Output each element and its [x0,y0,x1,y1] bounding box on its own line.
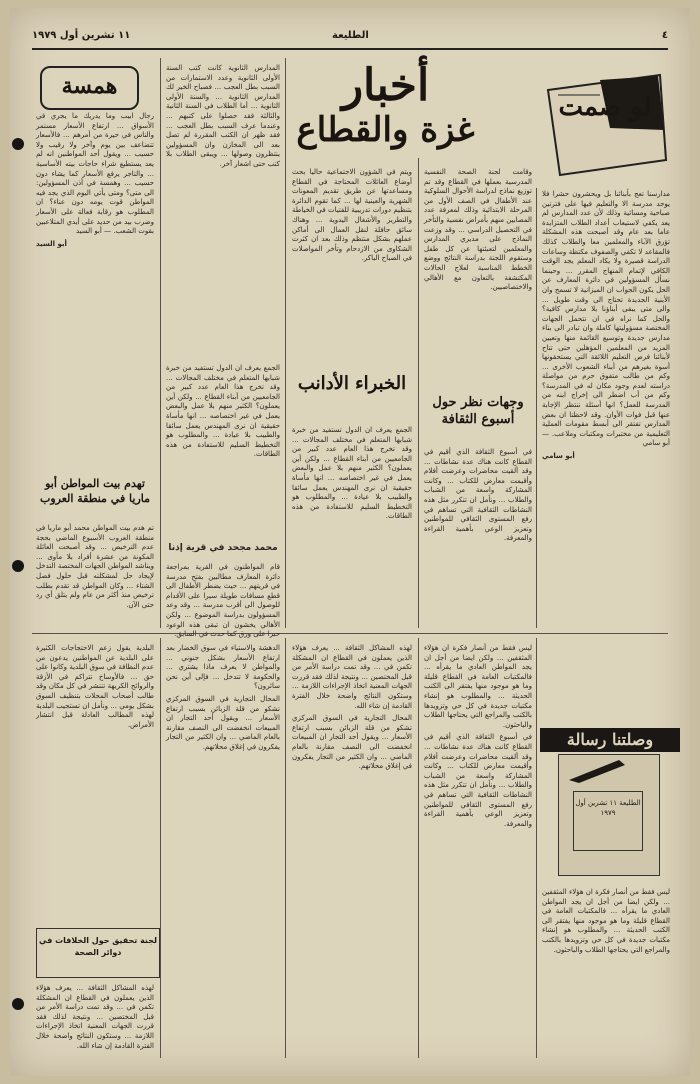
article-text: ليس فقط من أنصار فكرة ان هؤلاء المثقفين ... ولكن ايضا من أجل ان يجد المواطن العادي ما يقرأه ... فالمكتبات العامة في القطاع قليلة وما هو موجود منها يفتقر الى الكتب الحديثة ... والمطلوب هو إنشاء مكتبات جديدة في كل حي وتزويدها بالكتب والمراجع التي يحتاجها الطلاب والباحثون. [424,644,532,729]
law-logo-art-icon [540,70,670,180]
article-text: في أسبوع الثقافة الذي أقيم في القطاع كانت هناك عدة نشاطات ... وقد ألقيت محاضرات وعرضت أفلام وأقيمت معارض للكتاب ... وكانت المشاركة واسعة من الشباب والطلاب ... ونأمل ان تتكرر مثل هذه النشاطات الثقافية التي تساهم في رفع المستوى الثقافي للمواطنين وتعزيز الوعي بأهمية القراءة والمعرفة. [424,733,532,828]
header-rule [32,48,668,50]
header-page-number: ٤ [661,30,668,41]
article-column-far-left-top [36,112,154,468]
culture-week-headline: وجهات نظر حول أسبوع الثقافة [432,395,524,427]
signature: أبو سامي [542,452,575,461]
village-byline: محمد مجحد في قرية إذنا [168,543,278,553]
article-text: تم هدم بيت المواطن محمد أبو ماريا في منطقة العروب الأسبوع الماضي بحجة عدم الترخيص ... وقد أصبحت العائلة المكونة من عشرة أفراد بلا مأوى ... ويناشد المواطن الجهات المختصة التدخل لإيجاد حل لمشكلته قبل حلول فصل الشتاء ... وكان المواطن قد تقدم بطلب ترخيص منذ أكثر من عام ولم يتلق أي رد حتى الآن. [36,524,154,609]
article-column-far-right [542,190,670,626]
article-text: لهذه المشاكل الثقافة ... يعرف هؤلاء الذين يعملون في القطاع ان المشكلة تكمن في ... وقد تمت دراسة الأمر من قبل المختصين ... ونتيجة لذلك فقد قررت الجهات المعنية اتخاذ الإجراءات اللازمة ... وستكون النتائج واضحة خلال الفترة القادمة إن شاء الله. [36,984,154,1050]
column-rule [285,58,286,628]
article-column-bottom-center [292,644,412,1058]
article-column-left-village [166,563,280,639]
article-text: المحال التجارية في السوق المركزي تشكو من قلة الزبائن بسبب ارتفاع الأسعار ... ويقول أحد التجار ان المبيعات انخفضت الى النصف مقارنة بالعام الماضي ... وان الكثير من التجار يفكرون في إغلاق محلاتهم. [292,714,412,771]
column-rule [536,188,537,628]
column-rule [418,158,419,628]
header-date: ١١ تشرين أول ١٩٧٩ [32,30,131,41]
binder-hole [12,560,24,572]
article-text: ويتم في الشؤون الاجتماعية حاليا بحث أوضاع العائلات المحتاجة في القطاع ومساعدتها عن طريق تقديم المعونات الشهرية والعينية لها ... كما تقوم الدائرة بتنظيم دورات تدريبية للفتيات في الخياطة والتطريز والأشغال اليدوية ... وهناك سائق حافلة لنقل العمال الى أماكن عملهم بشكل منتظم وذلك بعد ان كثرت الشكاوى من الازدحام وتأخر المواصلات في الصباح الباكر. [292,168,412,263]
article-column-bottom-left [166,644,280,1058]
signature: أبو السيد [36,239,67,248]
law-column-logo [540,70,670,180]
article-text: رجال ابيب وما يدريك ما يجري في الأسواق ... ارتفاع الأسعار مستمر والناس في حيرة من أمرهم ... فالأسعار تتضاعف بين يوم وآخر ولا رقيب ولا حسيب ... ويقول أحد المواطنين انه لم يعد يستطيع شراء حاجات بيته الأساسية ... والتاجر يرفع الأسعار كما يشاء دون حسيب ... وهمسة في أذن المسؤولين: الى متى؟ ومتى يأتي اليوم الذي يجد فيه المواطن قوت يومه دون عناء؟ ان المطلوب هو رقابة فعالة على الأسعار وضرب بيد من حديد على أيدي المتلاعبين بقوت الشعب. — أبو السيد [36,112,154,236]
hamsa-logo: همسة [40,66,139,110]
article-text: ليس فقط من أنصار فكرة ان هؤلاء المثقفين ... ولكن ايضا من أجل ان يجد المواطن العادي ما يقرأه ... فالمكتبات العامة في القطاع قليلة وما هو موجود منها يفتقر الى الكتب الحديثة ... والمطلوب هو إنشاء مكتبات جديدة في كل حي وتزويدها بالكتب والمراجع التي يحتاجها الطلاب والباحثون. [541,888,670,954]
binder-hole [12,998,24,1010]
article-column-bottom-far-left [36,644,154,924]
article-text: في أسبوع الثقافة الذي أقيم في القطاع كانت هناك عدة نشاطات ... وقد ألقيت محاضرات وعرضت أفلام وأقيمت معارض للكتاب ... وكانت المشاركة واسعة من الشباب والطلاب ... ونأمل ان تتكرر مثل هذه النشاطات الثقافية التي تساهم في رفع المستوى الثقافي للمواطنين وتعزيز الوعي بأهمية القراءة والمعرفة. [424,448,532,543]
column-rule [160,638,161,1058]
article-column-left-top [166,64,280,354]
masthead-line1: أخبار [341,60,430,111]
letter-inner: الطليعة ١١ تشرين أول ١٩٧٩ [573,791,643,851]
article-column-center-top [292,168,412,358]
house-demolition-headline: تهدم بيت المواطن أبو ماريا في منطقة العروب [39,477,151,505]
article-text: وقامت لجنة الصحة النفسية المدرسية بعملها في القطاع وقد تم توزيع نماذج لدراسة الأحوال السلوكية عند الأطفال في الصف الأول من المرحلة الابتدائية وذلك لمعرفة عدد المصابين منهم بأمراض نفسية والتأخر في التحصيل الدراسي ... وقد وزعت النماذج على مديري المدارس والمعلمين لتعبئتها عن كل طفل وستقوم اللجنة بدراسة النتائج ووضع الخطط المناسبة لعلاج الحالات المكتشفة بالتعاون مع الأهالي والاختصاصيين. [424,168,532,292]
article-text: مدارسنا تعج بأبنائنا بل ويحشرون حشرا فلا يوجد مدرسة الا والتعليم فيها على فترتين صباحية ومسائية وذلك لأن عدد المدارس لم يعد يكفي لاستيعاب أعداد الطلاب المتزايدة عاما بعد عام وقد أصبحت هذه المشكلة تؤرق الآباء والمعلمين معا والطلاب كذلك فالمقاعد لا تكفي والصفوف مكتظة وساعات الدراسة قصيرة ولا يكاد المعلم يجد الوقت الكافي لإتمام المنهاج المقرر ... وحينما نسأل المسؤولين في دائرة المعارف عن الحل يكون الجواب ان الميزانية لا تسمح وان الأبنية الجديدة تحتاج الى وقت طويل ... والى متى يبقى أبناؤنا بلا مدارس كافية؟ والحل كما نراه في ان تتحمل الجهات المختصة مسؤوليتها كاملة وان تبادر الى بناء مدارس جديدة وتوسيع القائمة منها وتعيين المزيد من المعلمين المؤهلين حتى تتاح لأبنائنا فرص التعليم اللائقة التي يستحقونها أسوة بغيرهم من أبناء الشعوب الأخرى ... وكم من طالب متفوق حرم من مواصلة دراسته لعدم وجود مكان له في المدرسة؟ وكم من أب اضطر الى إخراج ابنه من المدرسة للعمل؟ انها أسئلة ننتظر الإجابة عنها قبل فوات الأوان. وقد لاحظنا ان بعض المدارس تفتقر الى أبسط مقومات العملية التعليمية من مختبرات ومكتبات وملاعب. — أبو سامي [542,190,670,448]
column-rule [285,638,286,1058]
letter-received-box [540,728,680,883]
masthead-title [293,60,478,164]
column-rule [160,58,161,628]
header-section: الطليعة [332,30,369,41]
page-header [32,30,668,46]
vesalet-title: وصلتنا رسالة [540,728,680,752]
masthead-line2: غزة والقطاع [296,110,475,150]
article-text: الجمع يعرف ان الدول تستفيد من خبرة شبابها المتعلم في مختلف المجالات ... وقد تخرج هذا العام عدد كبير من الجامعيين من أبناء القطاع ... ولكن أين يعملون؟ الكثير منهم بلا عمل والبعض يعمل في غير اختصاصه ... انها مأساة حقيقية ان نرى المهندس يعمل سائقا والطبيب بلا عيادة ... والمطلوب هو التخطيط السليم للاستفادة من هذه الطاقات. [166,364,280,459]
column-rule [418,638,419,1058]
article-text: قام المواطنون في القرية بمراجعة دائرة المعارف مطالبين بفتح مدرسة في قريتهم ... حيث يضطر الأطفال الى قطع مسافات طويلة سيرا على الأقدام للوصول الى أقرب مدرسة ... وقد وعد المسؤولون بدراسة الموضوع ... ولكن الأهالي يخشون ان تبقى هذه الوعود حبرا على ورق كما حدث في السابق. [166,563,280,639]
letter-art [558,754,660,876]
article-column-bottom-far-right [542,888,670,1058]
article-text: الجمع يعرف ان الدول تستفيد من خبرة شبابها المتعلم في مختلف المجالات ... وقد تخرج هذا العام عدد كبير من الجامعيين من أبناء القطاع ... ولكن أين يعملون؟ الكثير منهم بلا عمل والبعض يعمل في غير اختصاصه ... انها مأساة حقيقية ان نرى المهندس يعمل سائقا والطبيب بلا عيادة ... والمطلوب هو التخطيط السليم للاستفادة من هذه الطاقات. [292,426,412,521]
article-column-right-low [424,448,532,626]
article-text: المدارس الثانوية كانت كتب السنة الأولى الثانوية وعدد الاستمارات من السبب بطل العجب ... فصباح الخير لك المدارس الثانوية ... والسنة الأولى الثانوية ... أما الطلاب في السنة الثانية والثالثة فقد حصلوا على كتبهم ... وعندما عرف السبب بطل العجب ... فقد ظهر ان الكتب المقررة لم تصل بعد الى المخازن وان المسؤولين ينتظرون وصولها ... ويبقى الطلاب بلا كتب حتى اشعار آخر. [166,64,280,168]
article-column-far-left-mid [36,524,154,628]
experts-headline: الخبراء الأدانب [297,373,407,394]
committee-box: لجنة تحقيق حول الخلافات في دوائر الصحة [36,928,160,978]
column-rule [536,638,537,1058]
section-rule [32,633,668,634]
article-column-left-mid [166,364,280,536]
article-column-bottom-right [424,644,532,1058]
article-text: المحال التجارية في السوق المركزي تشكو من قلة الزبائن بسبب ارتفاع الأسعار ... ويقول أحد التجار ان المبيعات انخفضت الى النصف مقارنة بالعام الماضي ... وان الكثير من التجار يفكرون في إغلاق محلاتهم. [166,694,280,751]
article-column-bottom-far-left-2 [36,984,154,1058]
hand-writing-icon [559,755,659,785]
binder-hole [12,138,24,150]
newspaper-page [10,8,690,1076]
article-column-center-mid [292,426,412,626]
article-text: لهذه المشاكل الثقافة ... يعرف هؤلاء الذين يعملون في القطاع ان المشكلة تكمن في ... وقد تمت دراسة الأمر من قبل المختصين ... ونتيجة لذلك فقد قررت الجهات المعنية اتخاذ الإجراءات اللازمة ... وستكون النتائج واضحة خلال الفترة القادمة إن شاء الله. [292,644,412,710]
law-logo-text: لو صمت [558,92,652,122]
article-column-right-mid [424,168,532,390]
article-text: البلدية يقول زعم الاحتجاجات الكثيرة على البلدية عن المواطنين يدعون من عدم النظافة في سوق البلدية وكانوا على حق ... فالأوساخ تتراكم في الأزقة والروائح الكريهة تنتشر في كل مكان وقد طالب أصحاب المحلات بتنظيف السوق بشكل يومي ... ونأمل ان تستجيب البلدية لهذه المطالب العادلة قبل انتشار الأمراض. [36,644,154,729]
article-text: الدهشة والاستياء في سوق الخضار بعد ارتفاع الأسعار بشكل جنوني ... والمواطن لا يعرف ماذا يشتري ... والحكومة لا تتدخل ... فإلى أين نحن سائرون؟ [166,644,280,691]
